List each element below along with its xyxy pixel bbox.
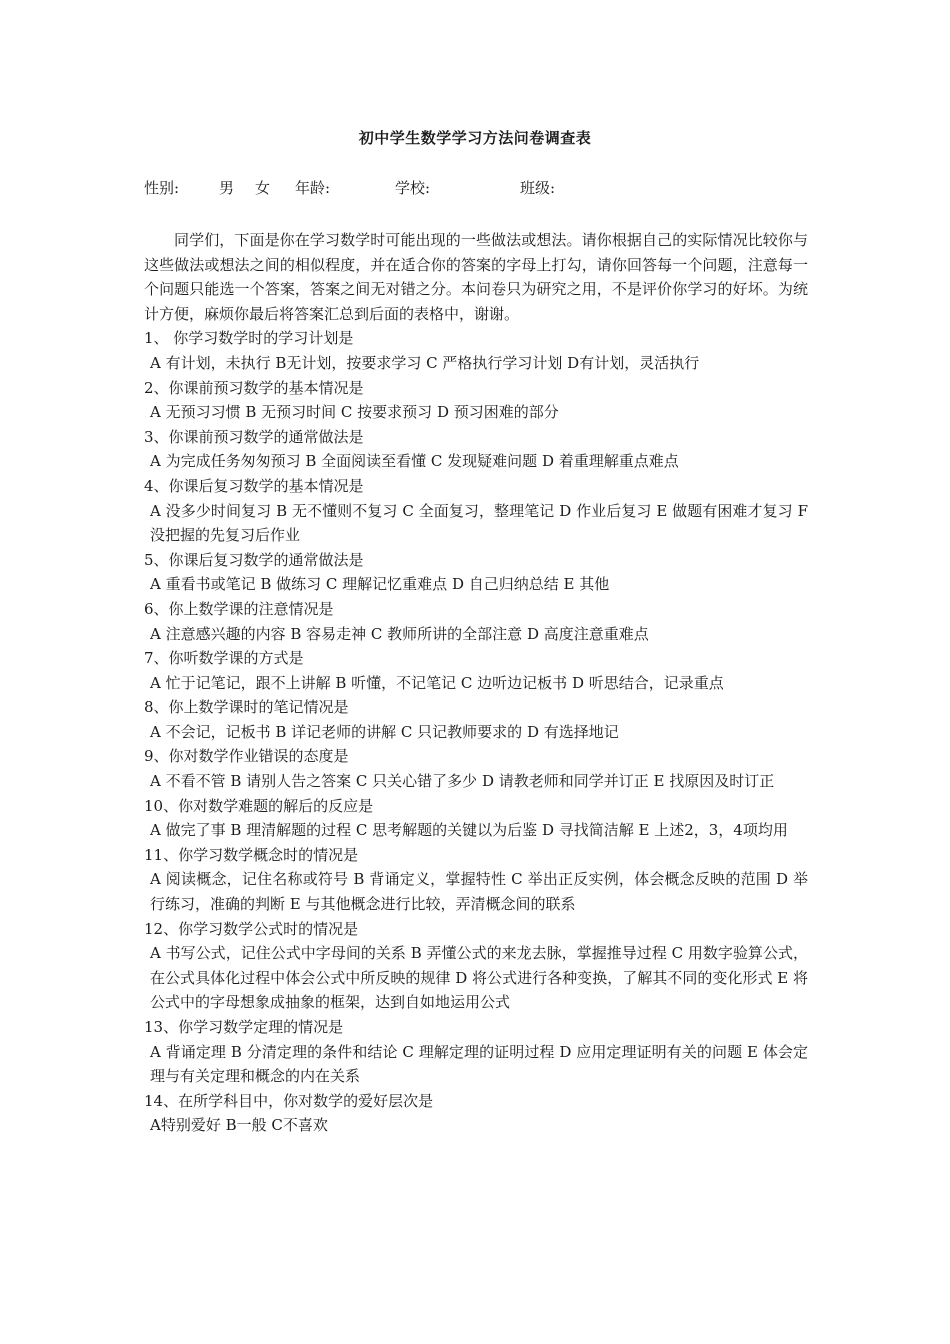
question-7: 7、你听数学课的方式是 bbox=[144, 649, 304, 668]
question-12: 12、你学习数学公式时的情况是 bbox=[144, 919, 359, 938]
intro-paragraph: 同学们，下面是你在学习数学时可能出现的一些做法或想法。请你根据自己的实际情况比较你与这些做法或想法之间的相似程度，并在适合你的答案的字母上打勾，请你回答每一个问题，注意每一个问题只能选一个答案，答案之间无对错之分。本问卷只为研究之用，不是评价你学习的好坏。为统计方便，麻烦你最后将答案汇总到后面的表格中，谢谢。 bbox=[144, 231, 808, 323]
question-5: 5、你课后复习数学的通常做法是 bbox=[144, 550, 364, 569]
question-8-options: A 不会记，记板书 B 详记老师的讲解 C 只记教师要求的 D 有选择地记 bbox=[150, 722, 619, 741]
question-10: 10、你对数学难题的解后的反应是 bbox=[144, 796, 374, 815]
question-2: 2、你课前预习数学的基本情况是 bbox=[144, 378, 364, 397]
question-11: 11、你学习数学概念时的情况是 bbox=[144, 845, 359, 864]
class-label: 班级: bbox=[520, 179, 556, 197]
question-10-options: A 做完了事 B 理清解题的过程 C 思考解题的关键以为后鉴 D 寻找简洁解 E 上述2，3，4项均用 bbox=[150, 821, 788, 840]
gender-male-option: 男 bbox=[219, 179, 235, 197]
question-1-options: A 有计划，未执行 B无计划，按要求学习 C 严格执行学习计划 D有计划，灵活执行 bbox=[150, 353, 700, 372]
page-title: 初中学生数学学习方法问卷调查表 bbox=[358, 129, 592, 147]
school-label: 学校: bbox=[395, 179, 431, 197]
age-label: 年龄: bbox=[295, 179, 331, 197]
question-7-options: A 忙于记笔记，跟不上讲解 B 听懂，不记笔记 C 边听边记板书 D 听思结合，记录重点 bbox=[150, 673, 724, 692]
question-12-options: A 书写公式，记住公式中字母间的关系 B 弄懂公式的来龙去脉，掌握推导过程 C 用数字验算公式，在公式具体化过程中体会公式中所反映的规律 D 将公式进行各种变换，了解其不同的变化形式 E 将公式中的字母想象成抽象的框架，达到自如地运用公式 bbox=[150, 944, 808, 1012]
questionnaire-body bbox=[144, 228, 808, 1138]
question-3: 3、你课前预习数学的通常做法是 bbox=[144, 427, 364, 446]
question-13: 13、你学习数学定理的情况是 bbox=[144, 1018, 344, 1036]
question-3-options: A 为完成任务匆匆预习 B 全面阅读至看懂 C 发现疑难问题 D 着重理解重点难点 bbox=[150, 452, 679, 471]
question-4-options: A 没多少时间复习 B 无不懂则不复习 C 全面复习，整理笔记 D 作业后复习 E 做题有困难才复习 F 没把握的先复习后作业 bbox=[150, 501, 808, 545]
question-4: 4、你课后复习数学的基本情况是 bbox=[144, 476, 364, 495]
question-6: 6、你上数学课的注意情况是 bbox=[144, 599, 334, 618]
gender-female-option: 女 bbox=[255, 179, 271, 197]
question-5-options: A 重看书或笔记 B 做练习 C 理解记忆重难点 D 自己归纳总结 E 其他 bbox=[150, 575, 610, 594]
question-11-options: A 阅读概念，记住名称或符号 B 背诵定义，掌握特性 C 举出正反实例，体会概念反映的范围 D 举行练习，准确的判断 E 与其他概念进行比较，弄清概念间的联系 bbox=[150, 870, 808, 914]
gender-label: 性别: bbox=[144, 179, 180, 197]
question-1: 1、 你学习数学时的学习计划是 bbox=[144, 329, 354, 348]
question-8: 8、你上数学课时的笔记情况是 bbox=[144, 698, 349, 717]
question-2-options: A 无预习习惯 B 无预习时间 C 按要求预习 D 预习困难的部分 bbox=[150, 403, 559, 422]
question-14: 14、在所学科目中，你对数学的爱好层次是 bbox=[144, 1091, 434, 1110]
question-6-options: A 注意感兴趣的内容 B 容易走神 C 教师所讲的全部注意 D 高度注意重难点 bbox=[150, 624, 649, 643]
question-13-options: A 背诵定理 B 分清定理的条件和结论 C 理解定理的证明过程 D 应用定理证明有关的问题 E 体会定理与有关定理和概念的内在关系 bbox=[150, 1042, 808, 1086]
question-9-options: A 不看不管 B 请别人告之答案 C 只关心错了多少 D 请教老师和同学并订正 E 找原因及时订正 bbox=[150, 772, 775, 791]
question-14-options: A特别爱好 B一般 C不喜欢 bbox=[150, 1116, 328, 1135]
question-9: 9、你对数学作业错误的态度是 bbox=[144, 747, 349, 766]
